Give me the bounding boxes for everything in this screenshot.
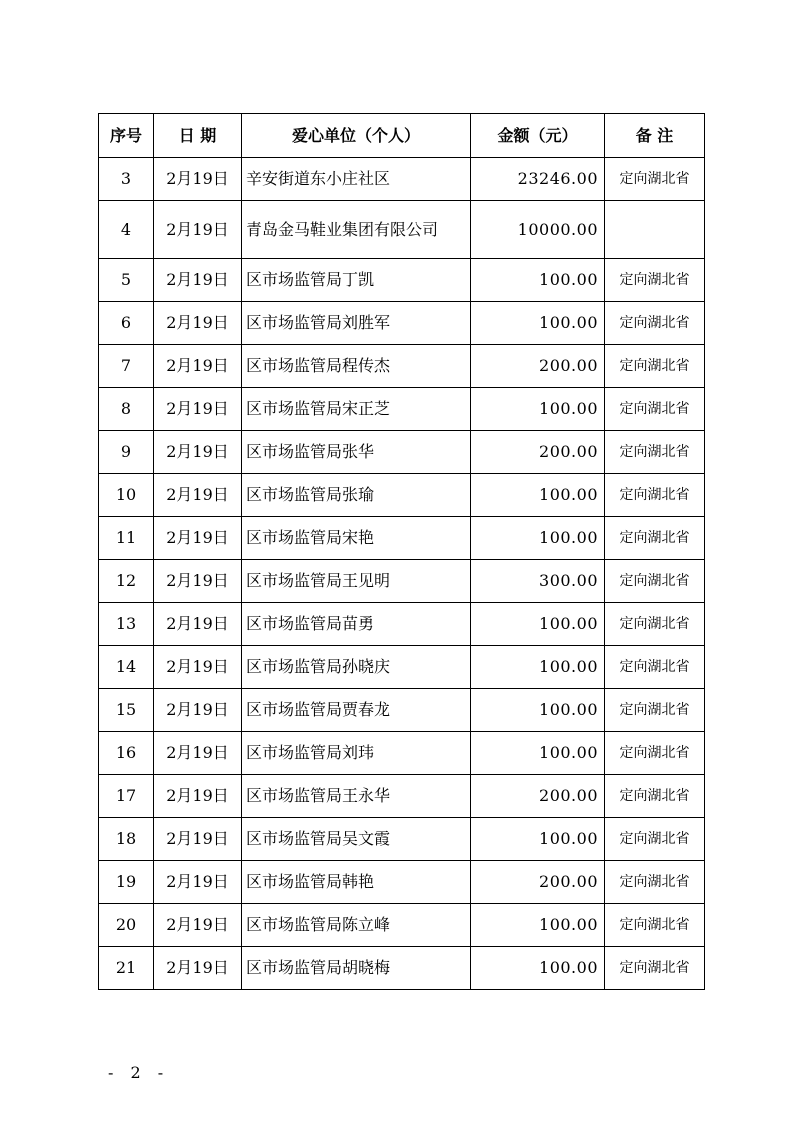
cell-date: 2月19日 xyxy=(154,201,242,259)
cell-amount: 100.00 xyxy=(471,517,605,560)
cell-note xyxy=(605,201,705,259)
table-row xyxy=(99,259,705,302)
header-donor: 爱心单位（个人） xyxy=(242,114,471,158)
header-date: 日 期 xyxy=(154,114,242,158)
table-row xyxy=(99,947,705,990)
cell-seq: 20 xyxy=(99,904,154,947)
cell-date: 2月19日 xyxy=(154,259,242,302)
cell-date: 2月19日 xyxy=(154,603,242,646)
cell-date: 2月19日 xyxy=(154,732,242,775)
table-row xyxy=(99,560,705,603)
cell-donor: 区市场监管局陈立峰 xyxy=(242,904,471,947)
cell-date: 2月19日 xyxy=(154,947,242,990)
cell-amount: 200.00 xyxy=(471,345,605,388)
cell-note: 定向湖北省 xyxy=(605,345,705,388)
cell-seq: 9 xyxy=(99,431,154,474)
cell-note: 定向湖北省 xyxy=(605,302,705,345)
cell-donor: 区市场监管局王见明 xyxy=(242,560,471,603)
cell-seq: 7 xyxy=(99,345,154,388)
cell-amount: 100.00 xyxy=(471,603,605,646)
cell-donor: 区市场监管局贾春龙 xyxy=(242,689,471,732)
table-header-row xyxy=(99,114,705,158)
cell-seq: 11 xyxy=(99,517,154,560)
cell-amount: 100.00 xyxy=(471,388,605,431)
cell-amount: 300.00 xyxy=(471,560,605,603)
cell-donor: 区市场监管局王永华 xyxy=(242,775,471,818)
table-body xyxy=(99,158,705,990)
cell-seq: 12 xyxy=(99,560,154,603)
cell-seq: 21 xyxy=(99,947,154,990)
cell-donor: 区市场监管局韩艳 xyxy=(242,861,471,904)
table-row xyxy=(99,431,705,474)
cell-donor: 区市场监管局张瑜 xyxy=(242,474,471,517)
table-row xyxy=(99,603,705,646)
cell-note: 定向湖北省 xyxy=(605,904,705,947)
cell-note: 定向湖北省 xyxy=(605,158,705,201)
cell-amount: 200.00 xyxy=(471,861,605,904)
cell-seq: 17 xyxy=(99,775,154,818)
table-row xyxy=(99,732,705,775)
cell-amount: 100.00 xyxy=(471,732,605,775)
cell-note: 定向湖北省 xyxy=(605,431,705,474)
cell-note: 定向湖北省 xyxy=(605,646,705,689)
cell-seq: 19 xyxy=(99,861,154,904)
cell-seq: 4 xyxy=(99,201,154,259)
cell-seq: 5 xyxy=(99,259,154,302)
cell-date: 2月19日 xyxy=(154,560,242,603)
cell-seq: 15 xyxy=(99,689,154,732)
cell-amount: 100.00 xyxy=(471,474,605,517)
cell-amount: 100.00 xyxy=(471,947,605,990)
cell-seq: 14 xyxy=(99,646,154,689)
cell-seq: 6 xyxy=(99,302,154,345)
cell-date: 2月19日 xyxy=(154,431,242,474)
cell-note: 定向湖北省 xyxy=(605,517,705,560)
cell-amount: 100.00 xyxy=(471,646,605,689)
cell-seq: 3 xyxy=(99,158,154,201)
cell-donor: 区市场监管局张华 xyxy=(242,431,471,474)
table-row xyxy=(99,345,705,388)
table-row xyxy=(99,904,705,947)
cell-note: 定向湖北省 xyxy=(605,818,705,861)
cell-date: 2月19日 xyxy=(154,517,242,560)
cell-donor: 区市场监管局宋艳 xyxy=(242,517,471,560)
cell-seq: 13 xyxy=(99,603,154,646)
cell-note: 定向湖北省 xyxy=(605,603,705,646)
cell-donor: 区市场监管局程传杰 xyxy=(242,345,471,388)
cell-donor: 辛安街道东小庄社区 xyxy=(242,158,471,201)
cell-date: 2月19日 xyxy=(154,345,242,388)
cell-donor: 区市场监管局宋正芝 xyxy=(242,388,471,431)
table-row xyxy=(99,818,705,861)
cell-donor: 区市场监管局胡晓梅 xyxy=(242,947,471,990)
table-row xyxy=(99,517,705,560)
cell-amount: 100.00 xyxy=(471,302,605,345)
cell-date: 2月19日 xyxy=(154,474,242,517)
cell-seq: 10 xyxy=(99,474,154,517)
cell-date: 2月19日 xyxy=(154,646,242,689)
cell-donor: 区市场监管局孙晓庆 xyxy=(242,646,471,689)
cell-note: 定向湖北省 xyxy=(605,560,705,603)
cell-note: 定向湖北省 xyxy=(605,732,705,775)
cell-date: 2月19日 xyxy=(154,158,242,201)
table-row xyxy=(99,689,705,732)
cell-amount: 100.00 xyxy=(471,818,605,861)
donation-table xyxy=(98,113,705,990)
cell-date: 2月19日 xyxy=(154,904,242,947)
page-number: - 2 - xyxy=(108,1063,170,1082)
table-row xyxy=(99,474,705,517)
cell-seq: 18 xyxy=(99,818,154,861)
table-row xyxy=(99,775,705,818)
cell-note: 定向湖北省 xyxy=(605,947,705,990)
header-seq: 序号 xyxy=(99,114,154,158)
cell-note: 定向湖北省 xyxy=(605,474,705,517)
cell-note: 定向湖北省 xyxy=(605,388,705,431)
cell-date: 2月19日 xyxy=(154,861,242,904)
cell-amount: 200.00 xyxy=(471,431,605,474)
cell-date: 2月19日 xyxy=(154,689,242,732)
cell-note: 定向湖北省 xyxy=(605,775,705,818)
header-note: 备 注 xyxy=(605,114,705,158)
table-row xyxy=(99,201,705,259)
cell-date: 2月19日 xyxy=(154,302,242,345)
cell-amount: 23246.00 xyxy=(471,158,605,201)
table-row xyxy=(99,158,705,201)
table-row xyxy=(99,302,705,345)
cell-donor: 区市场监管局丁凯 xyxy=(242,259,471,302)
cell-note: 定向湖北省 xyxy=(605,259,705,302)
cell-note: 定向湖北省 xyxy=(605,861,705,904)
table-row xyxy=(99,861,705,904)
cell-date: 2月19日 xyxy=(154,775,242,818)
cell-date: 2月19日 xyxy=(154,388,242,431)
cell-amount: 100.00 xyxy=(471,904,605,947)
table-row xyxy=(99,388,705,431)
cell-donor: 区市场监管局刘玮 xyxy=(242,732,471,775)
cell-seq: 16 xyxy=(99,732,154,775)
cell-seq: 8 xyxy=(99,388,154,431)
cell-amount: 100.00 xyxy=(471,689,605,732)
cell-amount: 10000.00 xyxy=(471,201,605,259)
cell-donor: 区市场监管局吴文霞 xyxy=(242,818,471,861)
cell-donor: 区市场监管局刘胜军 xyxy=(242,302,471,345)
cell-date: 2月19日 xyxy=(154,818,242,861)
table-row xyxy=(99,646,705,689)
cell-donor: 区市场监管局苗勇 xyxy=(242,603,471,646)
cell-amount: 200.00 xyxy=(471,775,605,818)
header-amount: 金额（元） xyxy=(471,114,605,158)
cell-donor: 青岛金马鞋业集团有限公司 xyxy=(242,201,471,259)
cell-amount: 100.00 xyxy=(471,259,605,302)
cell-note: 定向湖北省 xyxy=(605,689,705,732)
